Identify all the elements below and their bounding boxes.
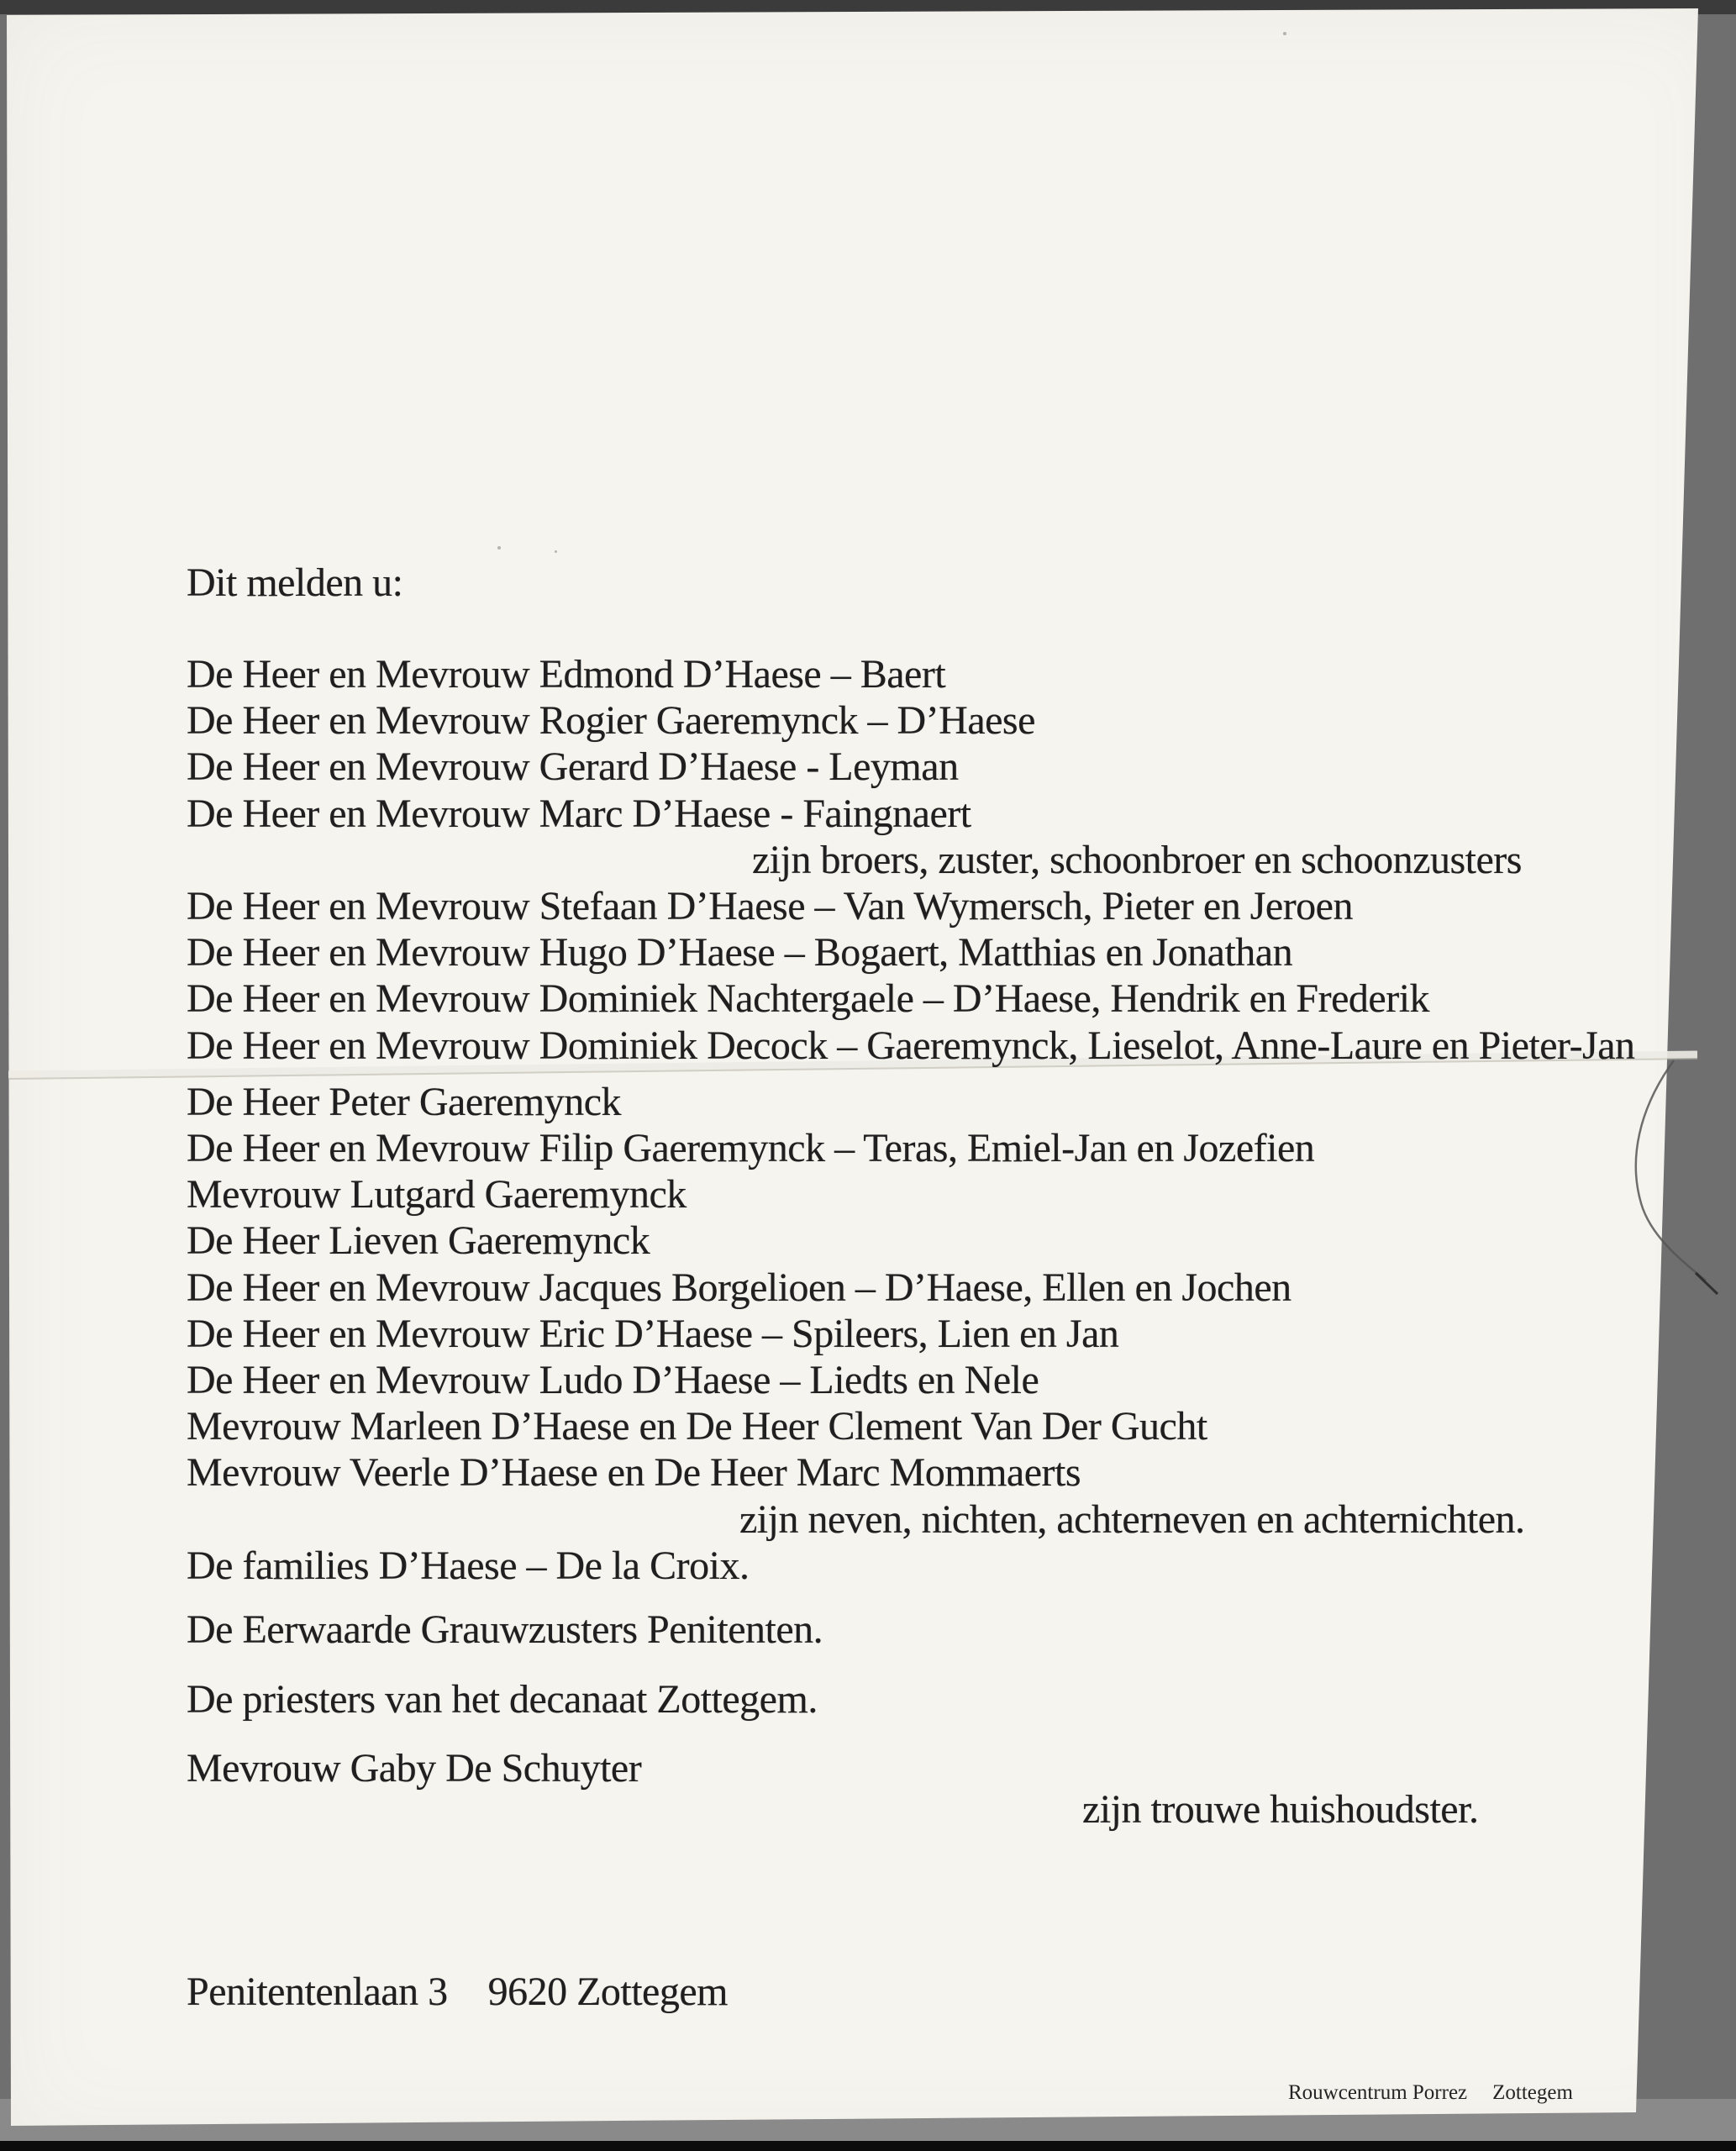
scan-speck: [555, 550, 557, 553]
address-street: Penitentenlaan 3: [187, 1970, 448, 2014]
family-name-line: De Heer en Mevrouw Gerard D’Haese - Leyman: [187, 744, 959, 790]
address-city: 9620 Zottegem: [487, 1970, 728, 2014]
family-name-line: Mevrouw Marleen D’Haese en De Heer Clement Van Der Gucht: [187, 1404, 1207, 1449]
family-name-line: De Heer en Mevrouw Rogier Gaeremynck – D’Haese: [187, 698, 1035, 744]
family-name-line: De Heer en Mevrouw Dominiek Nachtergaele – D’Haese, Hendrik en Frederik: [187, 976, 1430, 1022]
family-name-line: De Heer Lieven Gaeremynck: [187, 1218, 650, 1264]
family-name-line: De Heer en Mevrouw Ludo D’Haese – Liedts en Nele: [187, 1358, 1039, 1403]
acknowledgement-line: Mevrouw Gaby De Schuyter: [187, 1746, 642, 1791]
family-name-line: De Heer en Mevrouw Edmond D’Haese – Baert: [187, 652, 946, 697]
printer-credit: [1288, 2080, 1573, 2106]
acknowledgement-line: De priesters van het decanaat Zottegem.: [187, 1677, 818, 1722]
page-curl-shadow: [1696, 1273, 1718, 1294]
family-name-line: De Heer en Mevrouw Marc D’Haese - Faingnaert: [187, 791, 971, 836]
family-name-line: De Heer Peter Gaeremynck: [187, 1079, 622, 1124]
intro-line: Dit melden u:: [187, 560, 403, 605]
family-name-line: Mevrouw Veerle D’Haese en De Heer Marc Mommaerts: [187, 1450, 1081, 1496]
family-name-line: De Heer en Mevrouw Filip Gaeremynck – Teras, Emiel-Jan en Jozefien: [187, 1126, 1315, 1171]
family-name-line: Mevrouw Lutgard Gaeremynck: [187, 1172, 687, 1217]
printer-credit-name: Rouwcentrum Porrez: [1288, 2081, 1468, 2104]
relationship-note: zijn broers, zuster, schoonbroer en schoonzusters: [752, 837, 1522, 882]
family-name-line: De Heer en Mevrouw Dominiek Decock – Gaeremynck, Lieselot, Anne-Laure en Pieter-Jan: [187, 1023, 1635, 1068]
address-line: [187, 1969, 728, 2015]
family-name-line: De families D’Haese – De la Croix.: [187, 1543, 750, 1588]
family-name-line: De Heer en Mevrouw Stefaan D’Haese – Van Wymersch, Pieter en Jeroen: [187, 884, 1353, 929]
scan-speck: [1283, 32, 1286, 35]
family-list: [187, 651, 1635, 1589]
family-name-line: De Heer en Mevrouw Hugo D’Haese – Bogaert, Matthias en Jonathan: [187, 930, 1293, 976]
acknowledgement-line: De Eerwaarde Grauwzusters Penitenten.: [187, 1607, 823, 1652]
scan-edge-shadow: [0, 2141, 1736, 2151]
family-name-line: De Heer en Mevrouw Eric D’Haese – Spileers, Lien en Jan: [187, 1311, 1119, 1356]
family-name-line: De Heer en Mevrouw Jacques Borgelioen – D’Haese, Ellen en Jochen: [187, 1265, 1291, 1310]
relationship-note: zijn neven, nichten, achterneven en achternichten.: [739, 1496, 1525, 1542]
housekeeper-note: zijn trouwe huishoudster.: [1082, 1787, 1479, 1832]
printer-credit-city: Zottegem: [1492, 2081, 1573, 2104]
scan-speck: [497, 546, 501, 550]
